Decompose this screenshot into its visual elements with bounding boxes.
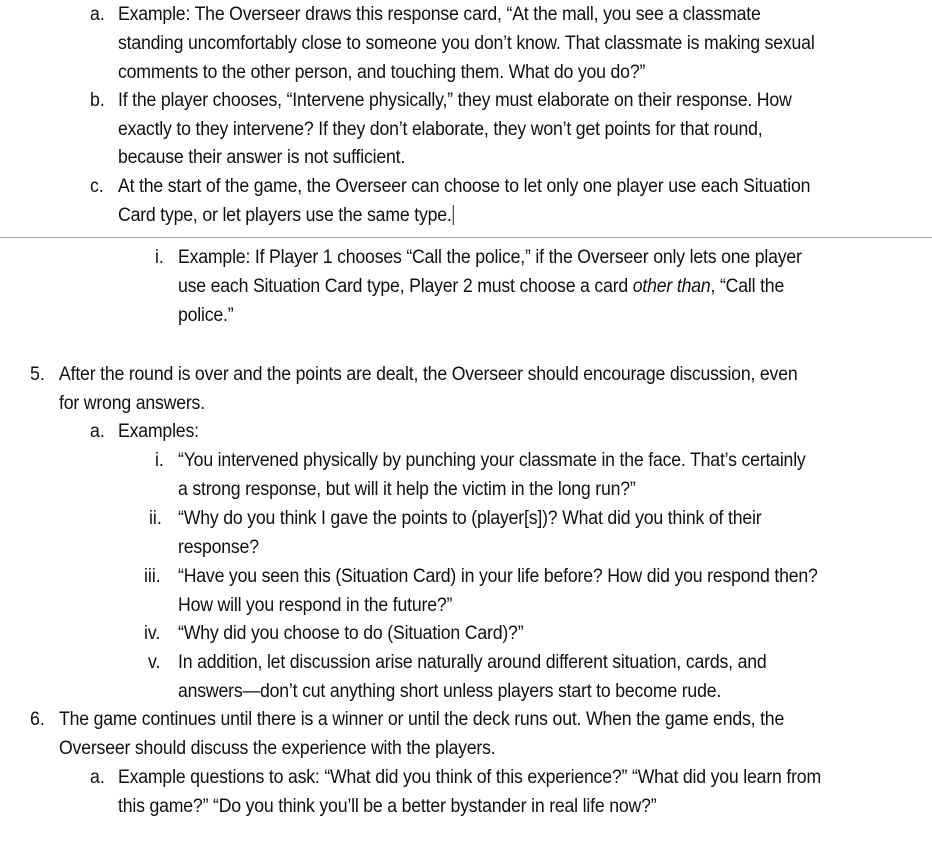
list-marker: i. xyxy=(155,450,164,471)
list-marker: 5. xyxy=(30,364,45,385)
text-cursor xyxy=(453,205,454,225)
text-line: a strong response, but will it help the victim in the long run?” xyxy=(178,479,636,500)
text-line: Example questions to ask: “What did you think of this experience?” “What did you learn from xyxy=(118,767,821,788)
text-line: Example: The Overseer draws this response card, “At the mall, you see a classmate xyxy=(118,4,761,25)
list-marker: 6. xyxy=(30,709,45,730)
text-line: Example: If Player 1 chooses “Call the police,” if the Overseer only lets one player xyxy=(178,247,802,268)
text-line: Examples: xyxy=(118,421,199,442)
text-line: “Have you seen this (Situation Card) in your life before? How did you respond then? xyxy=(178,566,818,587)
text-line: response? xyxy=(178,537,259,558)
text-line: because their answer is not sufficient. xyxy=(118,147,406,168)
text-line: this game?” “Do you think you’ll be a better bystander in real life now?” xyxy=(118,796,657,817)
list-marker: a. xyxy=(90,4,105,25)
list-marker: c. xyxy=(90,176,104,197)
text-line-with-cursor[interactable] xyxy=(118,205,453,227)
text-line: How will you respond in the future?” xyxy=(178,595,453,616)
text-line: standing uncomfortably close to someone you don’t know. That classmate is making sexual xyxy=(118,33,815,54)
text-line: exactly to they intervene? If they don’t elaborate, they won’t get points for that round, xyxy=(118,119,763,140)
italic-text: other than xyxy=(632,276,711,297)
text-line: Overseer should discuss the experience with the players. xyxy=(59,738,496,759)
text-line: At the start of the game, the Overseer can choose to let only one player use each Situation xyxy=(118,176,811,197)
text-line: police.” xyxy=(178,305,234,326)
page-break-divider xyxy=(0,237,932,238)
text-line xyxy=(178,276,784,298)
text-segment: use each Situation Card type, Player 2 must choose a card xyxy=(178,276,633,297)
text-line: for wrong answers. xyxy=(59,393,205,414)
text-segment: , “Call the xyxy=(710,276,785,297)
text-line: After the round is over and the points are dealt, the Overseer should encourage discussion, even xyxy=(59,364,798,385)
list-marker: iii. xyxy=(144,566,161,587)
text-line: answers—don’t cut anything short unless players start to become rude. xyxy=(178,681,722,702)
text-line: comments to the other person, and touching them. What do you do?” xyxy=(118,62,646,83)
text-segment: Card type, or let players use the same type. xyxy=(118,205,452,226)
text-line: “Why do you think I gave the points to (player[s])? What did you think of their xyxy=(178,508,762,529)
list-marker: ii. xyxy=(149,508,162,529)
list-marker: v. xyxy=(148,652,161,673)
list-marker: b. xyxy=(90,90,105,111)
text-line: “You intervened physically by punching your classmate in the face. That’s certainly xyxy=(178,450,806,471)
text-line: The game continues until there is a winner or until the deck runs out. When the game ends, the xyxy=(59,709,785,730)
list-marker: iv. xyxy=(144,623,161,644)
list-marker: a. xyxy=(90,767,105,788)
list-marker: a. xyxy=(90,421,105,442)
text-line: In addition, let discussion arise naturally around different situation, cards, and xyxy=(178,652,767,673)
text-line: “Why did you choose to do (Situation Card)?” xyxy=(178,623,524,644)
text-line: If the player chooses, “Intervene physically,” they must elaborate on their response. How xyxy=(118,90,792,111)
list-marker: i. xyxy=(155,247,164,268)
